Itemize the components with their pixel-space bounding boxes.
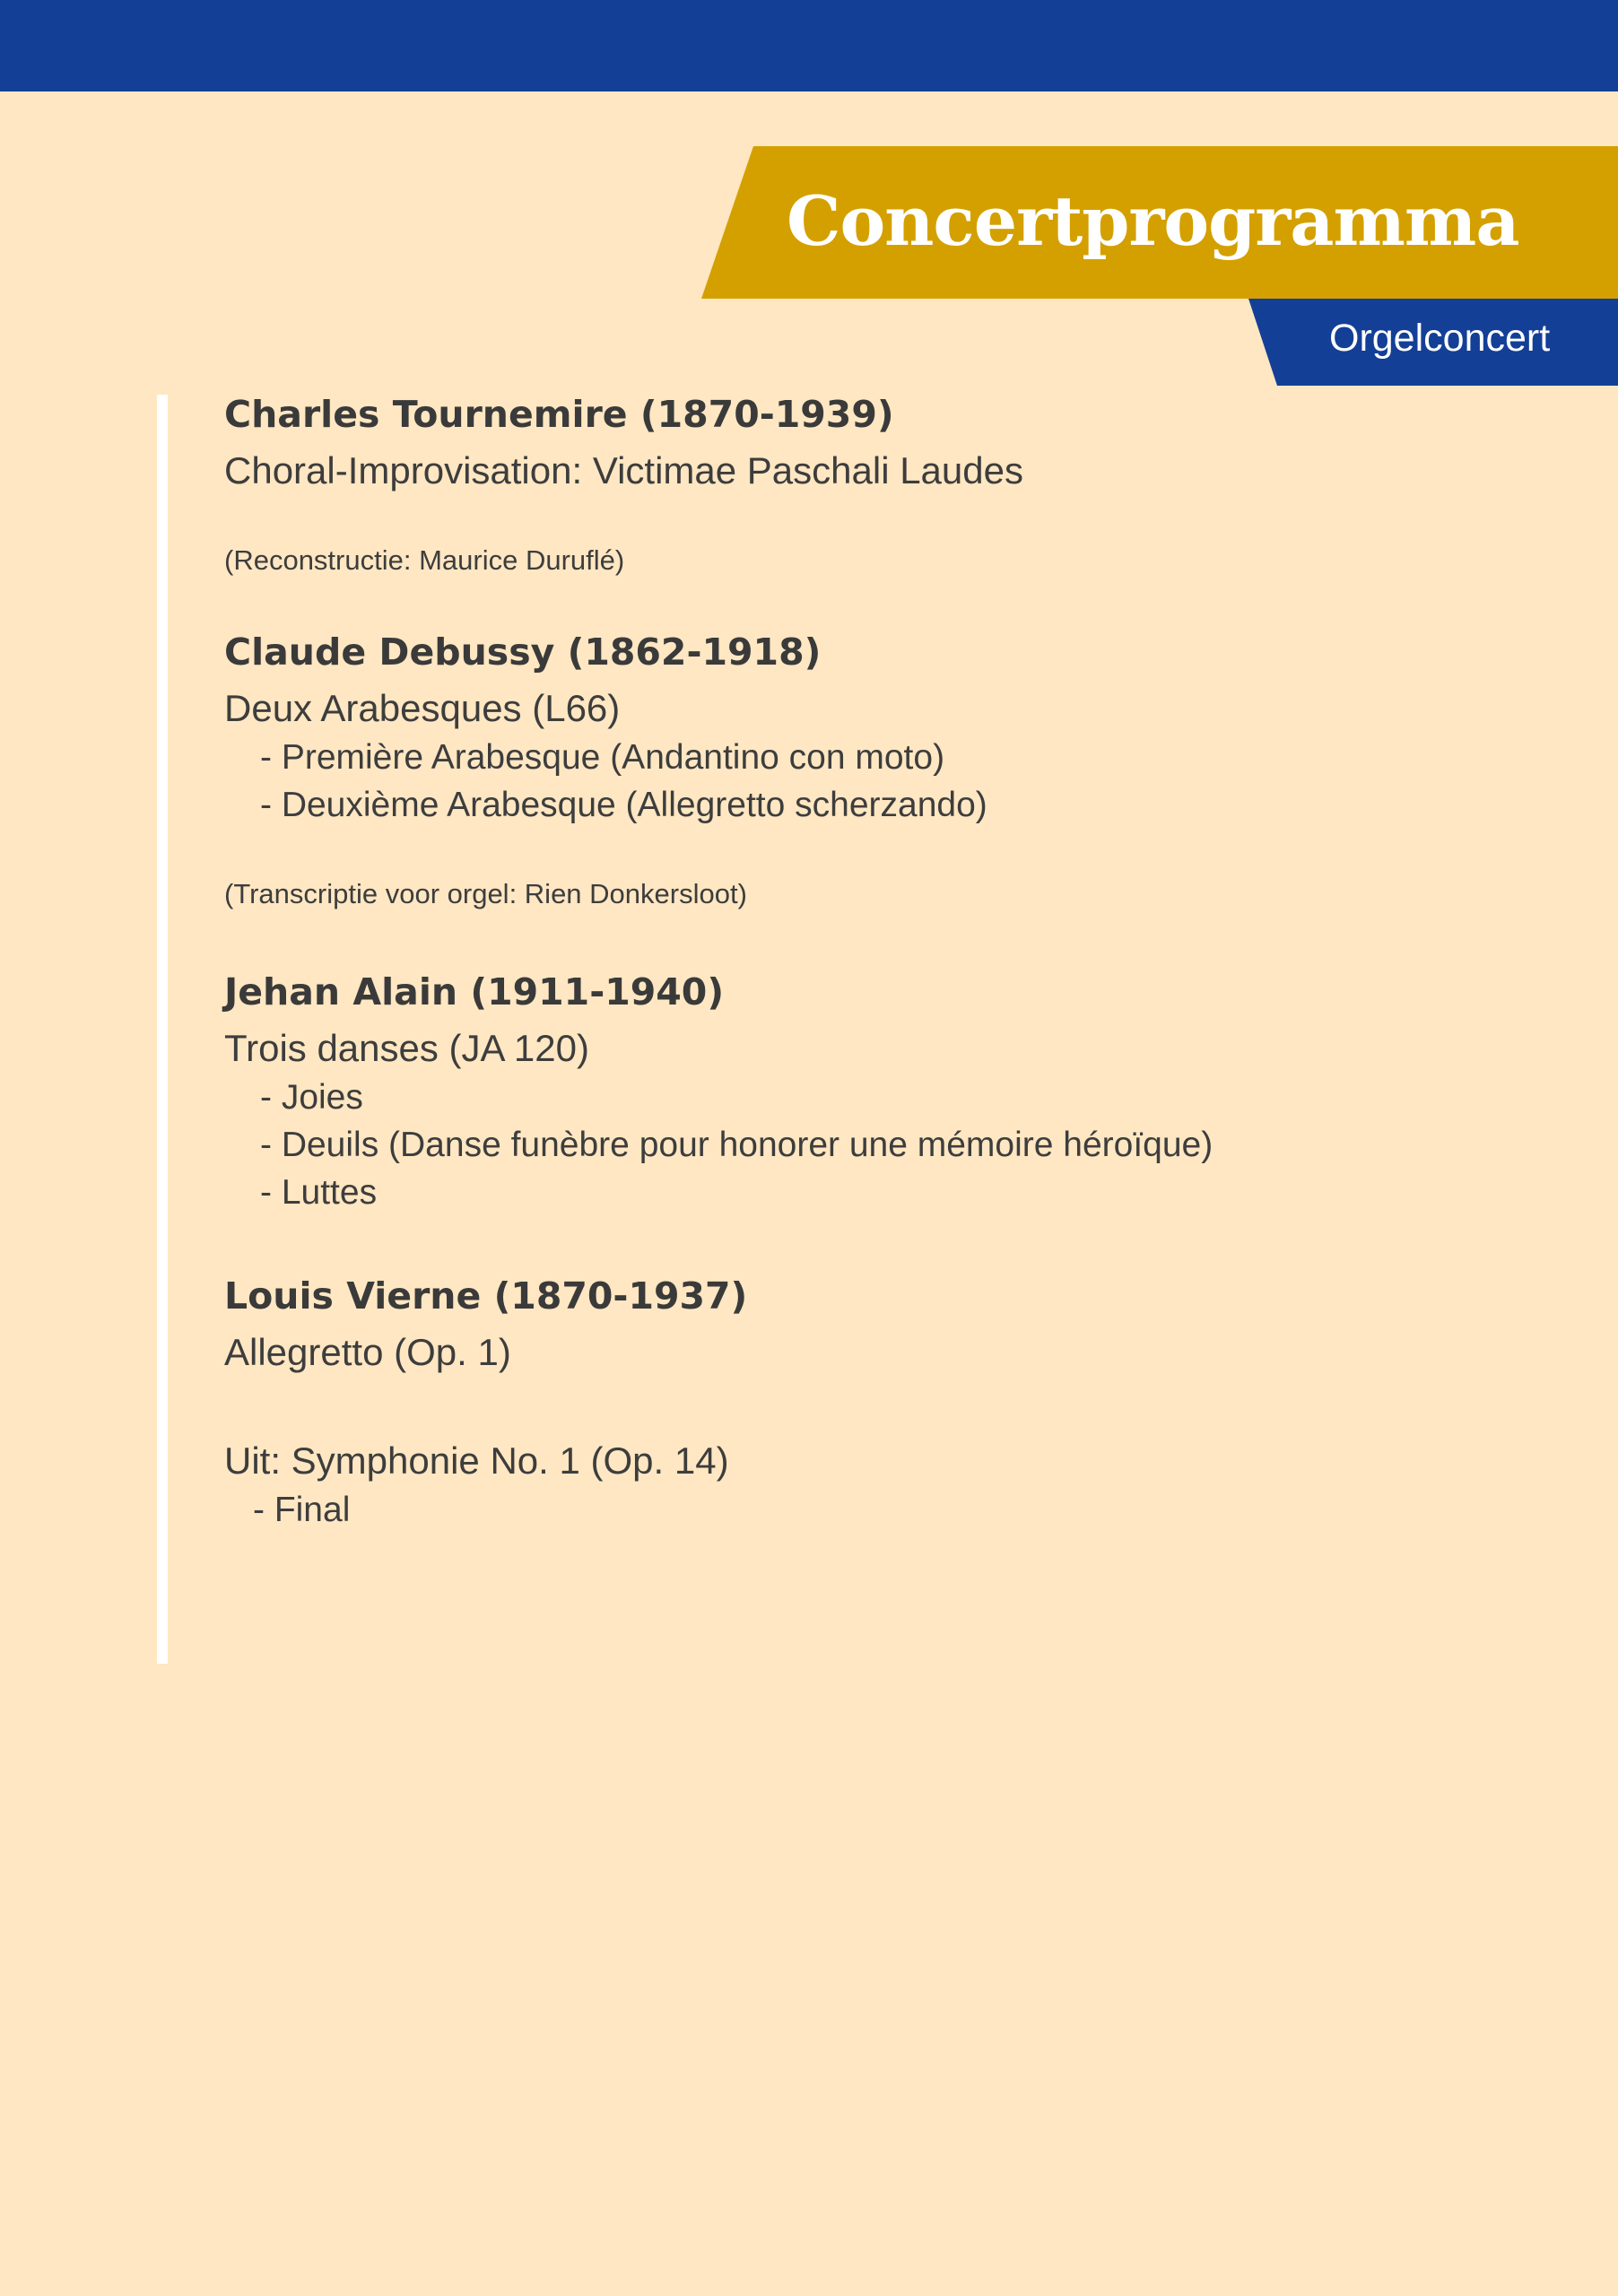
arrangement-note: (Reconstructie: Maurice Duruflé)	[224, 544, 625, 576]
arrangement-note: (Transcriptie voor orgel: Rien Donkersloot)	[224, 878, 747, 909]
work-source: Uit: Symphonie No. 1 (Op. 14)	[224, 1439, 729, 1482]
movement-item: - Final	[253, 1491, 351, 1529]
movement-item: - Joies	[260, 1078, 363, 1117]
top-banner-bar	[0, 0, 1618, 91]
work-title: Trois danses (JA 120)	[224, 1027, 589, 1069]
movement-item: - Luttes	[260, 1173, 378, 1212]
composer-heading: Claude Debussy (1862-1918)	[224, 631, 822, 674]
page-title: Concertprogramma	[787, 181, 1519, 261]
movement-item: - Deuils (Danse funèbre pour honorer une mémoire héroïque)	[260, 1126, 1214, 1164]
composer-heading: Charles Tournemire (1870-1939)	[224, 393, 894, 436]
movement-item: - Deuxième Arabesque (Allegretto scherzando)	[260, 786, 987, 824]
composer-heading: Louis Vierne (1870-1937)	[224, 1274, 748, 1318]
composer-heading: Jehan Alain (1911-1940)	[224, 970, 725, 1013]
page-subtitle: Orgelconcert	[1329, 317, 1551, 360]
movement-item: - Première Arabesque (Andantino con moto)	[260, 738, 945, 777]
work-title: Deux Arabesques (L66)	[224, 687, 621, 729]
work-title: Choral-Improvisation: Victimae Paschali Laudes	[224, 449, 1023, 491]
side-rule-divider	[157, 395, 168, 1664]
work-title: Allegretto (Op. 1)	[224, 1331, 511, 1373]
